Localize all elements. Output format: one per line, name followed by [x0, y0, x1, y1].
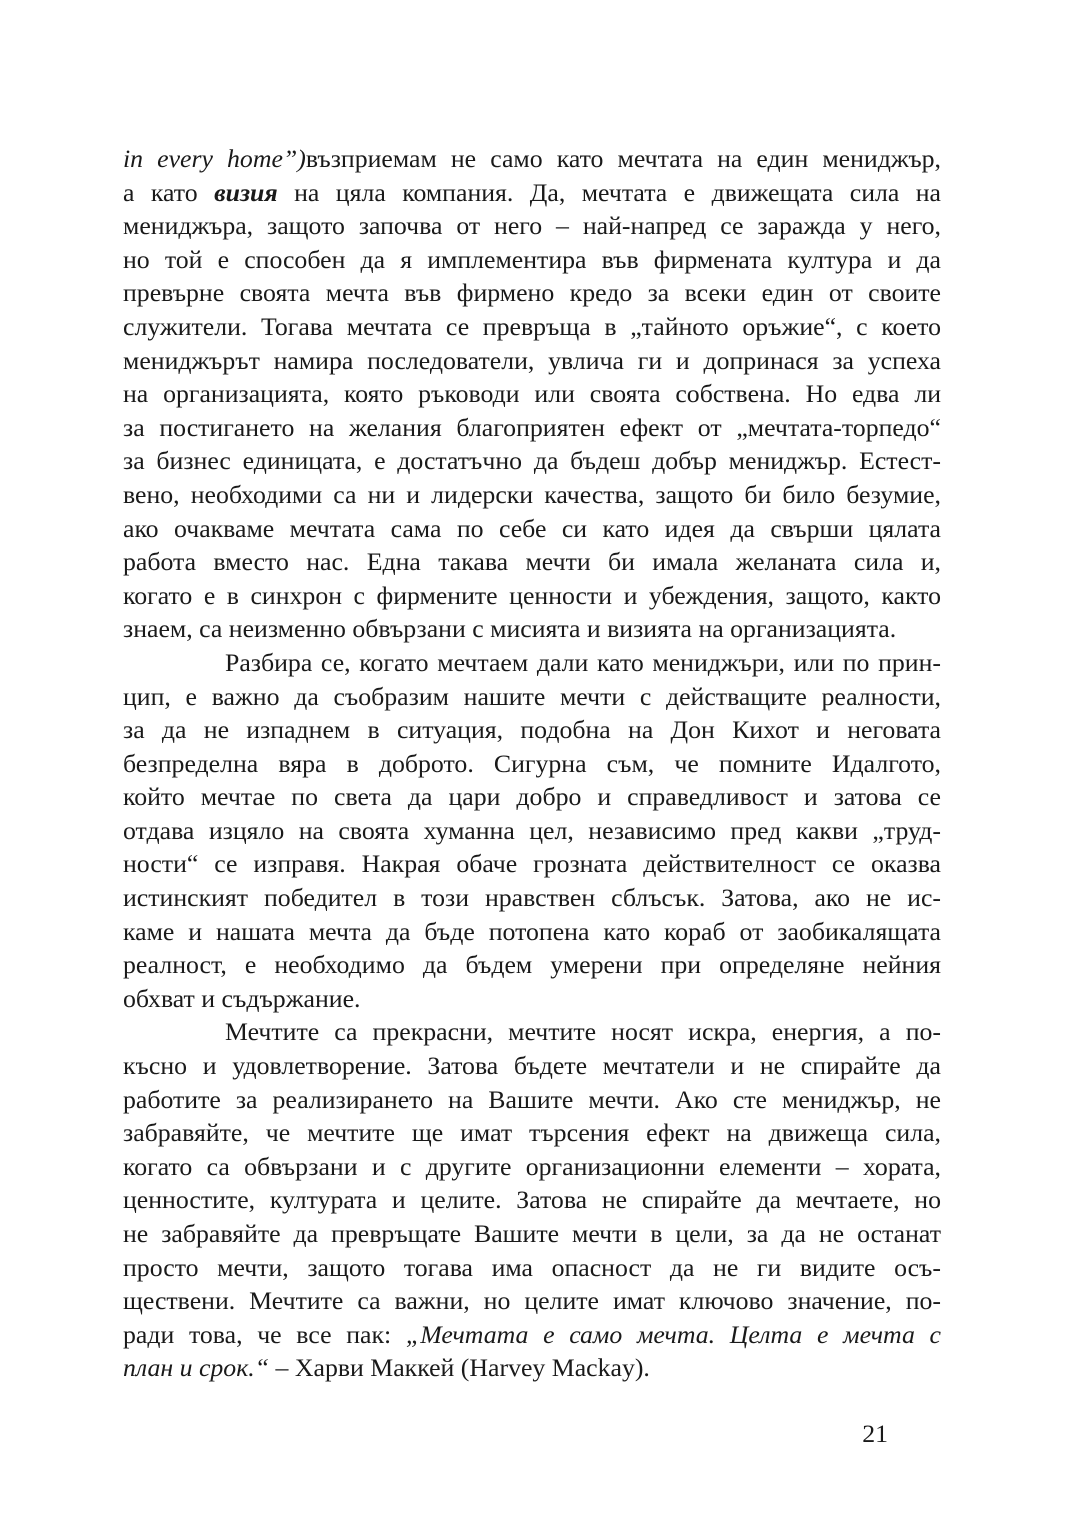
text-line: [123, 1150, 941, 1184]
paragraph-2: [123, 646, 941, 1016]
text-run: безпределна вяра в доброто. Сигурна съм, че помните Идалгото,: [123, 748, 941, 778]
text-line: [123, 1217, 941, 1251]
text-run: за да не изпаднем в ситуация, подобна на Дон Кихот и неговата: [123, 715, 941, 745]
text-line: [123, 579, 941, 613]
text-run: работа вместо нас. Една такава мечти би имала желаната сила и,: [123, 547, 941, 577]
text-run: каме и нашата мечта да бъде потопена като кораб от заобикалящата: [123, 916, 941, 946]
text-run: не забравяйте да превръщате Вашите мечти в цели, за да не останат: [123, 1219, 941, 1248]
text-run: Мечтите са прекрасни, мечтите носят искра, енергия, а по-: [225, 1017, 941, 1047]
text-run: ценностите, културата и целите. Затова не спирайте да мечтаете, но: [123, 1185, 941, 1215]
paragraph-1: [123, 142, 941, 646]
text-line: [123, 411, 941, 445]
text-run: за постигането на желания благоприятен ефект от „мечтата-торпедо“: [123, 412, 941, 442]
text-line: [123, 377, 941, 411]
text-run: на цяла компания. Да, мечтата е движещата сила на: [277, 177, 942, 207]
text-line: [123, 310, 941, 344]
text-line: [123, 1318, 941, 1352]
text-run: мениджъра, защото започва от него – най-напред се заражда у него,: [123, 211, 941, 241]
text-line: [123, 276, 941, 310]
text-line: [123, 948, 941, 982]
text-line: [123, 1083, 941, 1117]
paragraph-3: [123, 1015, 941, 1385]
body-text: [123, 142, 941, 1385]
text-run: ако очакваме мечтата сама по себе си като идея да свърши цялата: [123, 513, 941, 543]
text-line: [123, 780, 941, 814]
italic-text-run: „Мечтата е само мечта. Целта е мечта с: [405, 1319, 941, 1349]
text-line: [123, 478, 941, 512]
text-line: [123, 612, 941, 646]
text-run: цип, е важно да съобразим нашите мечти с действащите реалности,: [123, 681, 941, 711]
text-run: който мечтае по света да цари добро и справедливост и затова се: [123, 782, 941, 812]
text-run: ности“ се изправя. Накрая обаче грозната действителност се оказва: [123, 849, 941, 879]
italic-text-run: план и срок.“: [123, 1353, 270, 1383]
text-line: [123, 982, 941, 1016]
text-run: просто мечти, защото тогава има опасност да не ги видите осъ-: [123, 1252, 941, 1282]
text-run: ради това, че все пак:: [123, 1319, 406, 1349]
text-run: – Харви Маккей (Harvey Mackay).: [269, 1353, 650, 1383]
text-line: [123, 1116, 941, 1150]
text-run: възприемам не само като мечтата на един мениджър,: [305, 144, 942, 173]
text-line: [123, 881, 941, 915]
text-line: [123, 512, 941, 546]
text-run: но той е способен да я имплементира във фирмената култура и да: [123, 244, 941, 274]
text-line: [123, 344, 941, 378]
text-run: Разбира се, когато мечтаем дали като мениджъри, или по прин-: [225, 647, 941, 677]
text-line: [123, 814, 941, 848]
text-run: вено, необходими са ни и лидерски качества, защото би било безумие,: [123, 479, 941, 509]
text-line: [123, 243, 941, 277]
text-run: истинският победител в този нравствен сблъсък. Затова, ако не ис-: [123, 883, 941, 913]
text-run: късно и удовлетворение. Затова бъдете мечтатели и не спирайте да: [123, 1051, 941, 1081]
page-number: 21: [862, 1419, 888, 1448]
text-run: а като: [123, 177, 215, 207]
text-run: знаем, са неизменно обвързани с мисията и визията на организацията.: [123, 614, 897, 644]
text-line: [123, 176, 941, 210]
text-run: забравяйте, че мечтите ще имат търсения ефект на движеща сила,: [123, 1118, 941, 1148]
text-line: [123, 747, 941, 781]
text-run: на организацията, която ръководи или своята собствена. Но едва ли: [123, 379, 941, 409]
text-line: [123, 209, 941, 243]
text-line: [123, 1351, 941, 1385]
text-line: [123, 646, 941, 680]
text-line: [123, 1015, 941, 1049]
text-run: ществени. Мечтите са важни, но целите имат ключово значение, по-: [123, 1286, 941, 1316]
text-run: работите за реализирането на Вашите мечти. Ако сте мениджър, не: [123, 1084, 941, 1114]
text-line: [123, 1251, 941, 1285]
italic-text-run: in every home”): [123, 144, 306, 173]
text-line: [123, 1284, 941, 1318]
text-run: реалност, е необходимо да бъдем умерени при определяне нейния: [123, 950, 941, 980]
text-run: служители. Тогава мечтата се превръща в „тайното оръжие“, с което: [123, 311, 941, 341]
text-run: обхват и съдържание.: [123, 983, 361, 1013]
text-run: мениджърът намира последователи, увлича ги и допринася за успеха: [123, 345, 941, 375]
text-run: превърне своята мечта във фирмено кредо за всеки един от своите: [123, 278, 941, 308]
text-line: [123, 1183, 941, 1217]
text-line: [123, 444, 941, 478]
text-line: [123, 545, 941, 579]
text-run: отдава изцяло на своята хуманна цел, независимо пред какви „труд-: [123, 815, 941, 845]
text-line: [123, 713, 941, 747]
text-run: когато е в синхрон с фирмените ценности и убеждения, защото, както: [123, 580, 941, 610]
text-line: [123, 847, 941, 881]
bolditalic-text-run: визия: [214, 177, 278, 207]
text-line: [123, 1049, 941, 1083]
text-run: когато са обвързани и с другите организационни елементи – хората,: [123, 1151, 941, 1181]
text-run: за бизнес единицата, е достатъчно да бъдеш добър мениджър. Естест-: [123, 446, 941, 476]
text-line: [123, 142, 941, 176]
text-line: [123, 680, 941, 714]
text-line: [123, 915, 941, 949]
